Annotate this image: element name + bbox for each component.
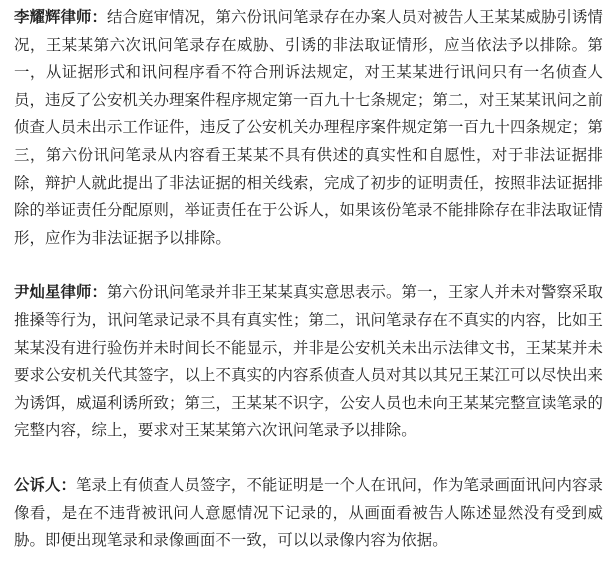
- paragraph-li-yaohui: [14, 4, 603, 252]
- statement-prosecutor: 笔录上有侦查人员签字，不能证明是一个人在讯问，作为笔录画面讯问内容录像看，是在不违背被讯问人意愿情况下记录的，从画面看被告人陈述显然没有受到威胁。即便出现笔录和录像画面不一致，可以以录像内容为依据。: [14, 475, 603, 550]
- speaker-yin-canxing: 尹灿星律师：: [14, 283, 107, 302]
- speaker-prosecutor: 公诉人：: [14, 475, 76, 494]
- paragraph-prosecutor: [14, 472, 603, 555]
- paragraph-yin-canxing: [14, 279, 603, 445]
- statement-yin-canxing: 第六份讯问笔录并非王某某真实意思表示。第一，王家人并未对警察采取推搡等行为，讯问笔录记录不具有真实性；第二，讯问笔录存在不真实的内容，比如王某某没有进行验伤并未时间长不能显示，并非是公安机关未出示法律文书，王某某并未要求公安机关代其签字，以上不真实的内容系侦查人员对其以其兄王某江可以尽快出来为诱饵，威逼利诱所致；第三，王某某不识字，公安人员也未向王某某完整宣读笔录的完整内容，综上，要求对王某某第六次讯问笔录予以排除。: [14, 283, 603, 440]
- speaker-li-yaohui: 李耀辉律师：: [14, 8, 107, 26]
- statement-li-yaohui: 结合庭审情况，第六份讯问笔录存在办案人员对被告人王某某威胁引诱情况，王某某第六次讯问笔录存在威胁、引诱的非法取证情形，应当依法予以排除。第一，从证据形式和讯问程序看不符合刑诉法规定，对王某某进行讯问只有一名侦查人员，违反了公安机关办理案件程序规定第一百九十七条规定；第二，对王某某讯问之前侦查人员未出示工作证件，违反了公安机关办理程序案件规定第一百九十四条规定；第三，第六份讯问笔录从内容看王某某不具有供述的真实性和自愿性，对于非法证据排除，辩护人就此提出了非法证据的相关线索，完成了初步的证明责任，按照非法证据排除的举证责任分配原则，举证责任在于公诉人，如果该份笔录不能排除存在非法取证情形，应作为非法证据予以排除。: [14, 8, 603, 247]
